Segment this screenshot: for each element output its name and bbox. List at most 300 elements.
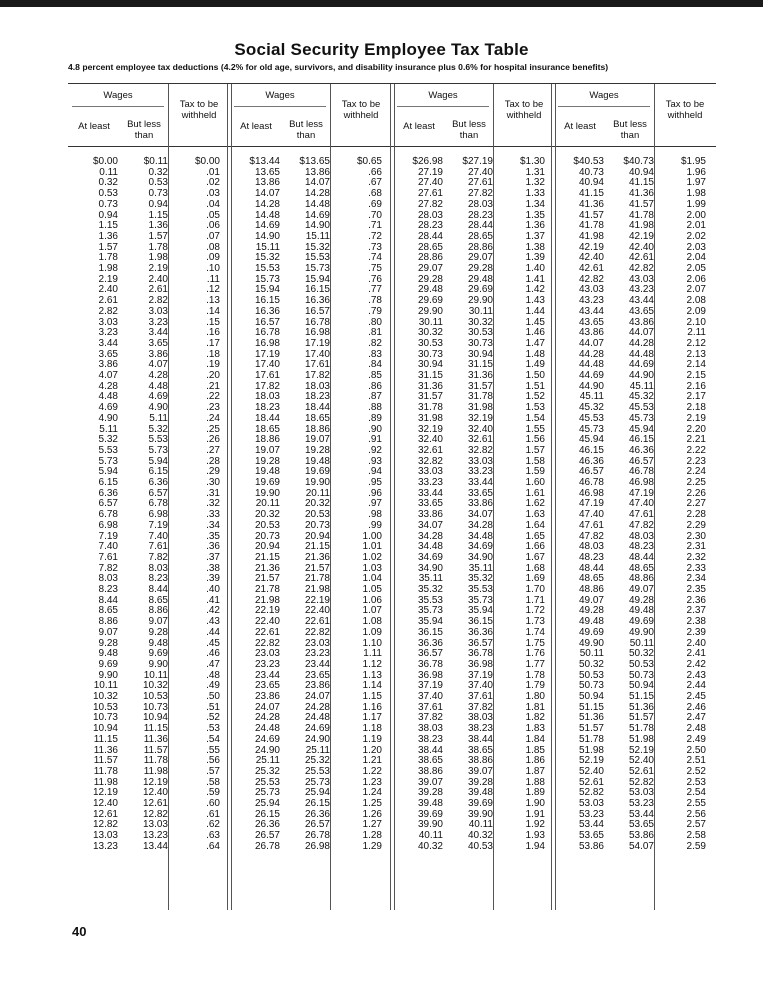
cell-at-least: 33.03 <box>417 466 443 478</box>
cell-at-least: 27.40 <box>417 177 443 189</box>
cell-tax-withheld: 1.93 <box>525 830 545 842</box>
cell-at-least: 8.23 <box>98 584 118 595</box>
cell-at-least: 37.19 <box>417 680 443 692</box>
header-but-less-than: But less than <box>127 119 161 141</box>
cell-tax-withheld: 1.35 <box>525 209 545 221</box>
cell-but-less-than: 30.73 <box>467 337 493 349</box>
cell-tax-withheld: .09 <box>206 252 220 264</box>
cell-at-least: 9.48 <box>98 648 118 660</box>
cell-at-least: 42.40 <box>578 252 604 264</box>
cell-tax-withheld: .61 <box>206 808 220 820</box>
header-at-least: At least <box>403 121 435 132</box>
cell-at-least: 27.19 <box>417 166 443 178</box>
cell-but-less-than: 41.78 <box>628 209 654 221</box>
cell-tax-withheld: 1.15 <box>362 691 382 702</box>
cell-tax-withheld: 1.71 <box>525 594 545 606</box>
cell-at-least: 31.98 <box>417 412 443 424</box>
cell-but-less-than: 15.73 <box>304 263 330 274</box>
cell-tax-withheld: 1.06 <box>362 594 382 606</box>
cell-at-least: 2.61 <box>98 295 118 307</box>
cell-but-less-than: 51.57 <box>628 712 654 724</box>
cell-but-less-than: 52.61 <box>628 765 654 777</box>
cell-but-less-than: 49.48 <box>628 605 654 617</box>
cell-tax-withheld: 1.85 <box>525 744 545 756</box>
cell-but-less-than: 25.32 <box>304 755 330 767</box>
cell-but-less-than: 41.57 <box>628 198 654 210</box>
cell-tax-withheld: .70 <box>368 209 382 221</box>
cell-tax-withheld: .89 <box>368 412 382 424</box>
cell-at-least: 46.57 <box>578 466 604 478</box>
cell-tax-withheld: 1.46 <box>525 327 545 339</box>
cell-at-least: 10.53 <box>92 701 118 713</box>
cell-tax-withheld: 1.67 <box>525 551 545 563</box>
cell-but-less-than: 3.44 <box>148 327 168 339</box>
cell-but-less-than: 11.15 <box>143 723 168 735</box>
cell-but-less-than: 30.94 <box>467 348 493 360</box>
cell-at-least: 18.65 <box>254 423 280 435</box>
cell-tax-withheld: .91 <box>368 434 382 446</box>
cell-at-least: 1.57 <box>98 241 118 253</box>
cell-but-less-than: 31.57 <box>467 380 493 392</box>
cell-but-less-than: 28.03 <box>467 198 493 210</box>
cell-tax-withheld: 1.75 <box>525 637 545 649</box>
cell-tax-withheld: .21 <box>206 380 220 392</box>
cell-but-less-than: 34.07 <box>467 509 493 521</box>
cell-but-less-than: 20.94 <box>304 530 330 542</box>
cell-at-least: 31.78 <box>417 402 443 414</box>
cell-tax-withheld: .26 <box>206 434 220 446</box>
cell-at-least: 36.36 <box>417 637 443 649</box>
cell-tax-withheld: 1.39 <box>525 252 545 264</box>
cell-but-less-than: 12.61 <box>142 798 168 809</box>
cell-but-less-than: 34.48 <box>467 530 493 542</box>
cell-but-less-than: 48.65 <box>628 562 654 574</box>
cell-tax-withheld: 2.12 <box>686 337 706 349</box>
cell-but-less-than: 35.32 <box>467 573 493 585</box>
cell-tax-withheld: 2.07 <box>686 284 706 296</box>
cell-at-least: 26.36 <box>254 819 280 831</box>
cell-at-least: 22.82 <box>254 637 280 649</box>
header-at-least: At least <box>564 121 596 132</box>
cell-tax-withheld: 1.99 <box>686 198 706 210</box>
cell-but-less-than: 44.69 <box>628 359 654 371</box>
cell-but-less-than: 54.07 <box>628 840 654 852</box>
cell-at-least: 23.65 <box>254 680 280 692</box>
cell-at-least: 24.07 <box>254 701 280 713</box>
cell-tax-withheld: 2.33 <box>686 562 706 574</box>
row-group <box>68 532 716 586</box>
cell-but-less-than: 23.44 <box>304 658 330 670</box>
cell-tax-withheld: .42 <box>206 605 220 617</box>
cell-tax-withheld: .99 <box>368 519 382 531</box>
cell-but-less-than: 5.94 <box>148 455 168 467</box>
cell-at-least: 40.94 <box>578 177 604 189</box>
cell-tax-withheld: $0.00 <box>194 156 220 167</box>
cell-tax-withheld: 1.28 <box>362 830 382 842</box>
row-group <box>68 585 716 639</box>
cell-tax-withheld: 2.19 <box>686 412 706 424</box>
cell-at-least: 36.78 <box>417 658 443 670</box>
cell-at-least: 28.65 <box>417 241 443 253</box>
cell-tax-withheld: .50 <box>206 691 220 702</box>
cell-at-least: 31.15 <box>417 370 443 381</box>
cell-but-less-than: 50.11 <box>629 637 654 649</box>
cell-tax-withheld: 2.41 <box>686 648 706 660</box>
cell-but-less-than: 8.23 <box>148 573 168 585</box>
header-tax-withheld: Tax to be withheld <box>504 99 544 121</box>
cell-at-least: 45.53 <box>578 412 604 424</box>
cell-at-least: 19.90 <box>254 487 280 499</box>
cell-tax-withheld: .01 <box>206 166 220 178</box>
cell-but-less-than: 16.57 <box>304 305 330 317</box>
cell-at-least: 6.15 <box>98 477 118 488</box>
cell-at-least: 32.40 <box>417 434 443 446</box>
cell-tax-withheld: .11 <box>206 273 220 285</box>
cell-tax-withheld: .67 <box>368 177 382 189</box>
cell-at-least: 41.98 <box>578 230 604 242</box>
cell-but-less-than: 5.53 <box>148 434 168 446</box>
cell-tax-withheld: 2.36 <box>686 594 706 606</box>
cell-tax-withheld: .37 <box>206 551 220 563</box>
cell-but-less-than: 22.19 <box>304 594 330 606</box>
cell-at-least: 39.69 <box>417 808 443 820</box>
cell-tax-withheld: 1.80 <box>525 691 545 702</box>
cell-but-less-than: 21.98 <box>304 584 330 595</box>
cell-tax-withheld: 2.46 <box>686 701 706 713</box>
cell-but-less-than: 51.98 <box>628 733 654 745</box>
cell-tax-withheld: 2.14 <box>686 359 706 371</box>
cell-at-least: 43.65 <box>578 316 604 328</box>
cell-at-least: 50.11 <box>579 648 604 660</box>
cell-at-least: 46.78 <box>578 477 604 488</box>
cell-tax-withheld: 1.91 <box>525 808 545 820</box>
cell-at-least: 11.15 <box>93 733 118 745</box>
cell-but-less-than: 15.53 <box>304 252 330 264</box>
cell-tax-withheld: 2.15 <box>686 370 706 381</box>
cell-but-less-than: 5.32 <box>148 423 168 435</box>
cell-at-least: 21.15 <box>254 551 280 563</box>
cell-tax-withheld: .46 <box>206 648 220 660</box>
cell-at-least: 53.65 <box>578 830 604 842</box>
cell-but-less-than: 6.98 <box>148 509 168 521</box>
cell-tax-withheld: .52 <box>206 712 220 724</box>
cell-at-least: 27.61 <box>417 188 443 200</box>
cell-at-least: 8.44 <box>98 594 118 606</box>
cell-tax-withheld: .66 <box>368 166 382 178</box>
cell-tax-withheld: 1.14 <box>362 680 382 692</box>
cell-but-less-than: 48.44 <box>628 551 654 563</box>
cell-tax-withheld: .98 <box>368 509 382 521</box>
cell-but-less-than: 0.53 <box>148 177 168 189</box>
cell-but-less-than: 21.36 <box>304 551 330 563</box>
cell-at-least: 6.98 <box>98 519 118 531</box>
cell-but-less-than: 17.61 <box>304 359 330 371</box>
cell-tax-withheld: .24 <box>206 412 220 424</box>
cell-at-least: 46.98 <box>578 487 604 499</box>
cell-but-less-than: 37.19 <box>467 669 493 681</box>
cell-but-less-than: 18.65 <box>304 412 330 424</box>
cell-at-least: 36.98 <box>417 669 443 681</box>
cell-tax-withheld: .19 <box>206 359 220 371</box>
cell-but-less-than: 42.19 <box>628 230 654 242</box>
cell-tax-withheld: .06 <box>206 220 220 232</box>
cell-but-less-than: 8.44 <box>148 584 168 595</box>
cell-tax-withheld: 2.01 <box>686 220 706 232</box>
cell-tax-withheld: 1.63 <box>525 509 545 521</box>
cell-tax-withheld: .73 <box>368 241 382 253</box>
cell-tax-withheld: 1.32 <box>525 177 545 189</box>
cell-tax-withheld: 1.11 <box>363 648 382 660</box>
cell-at-least: 0.53 <box>98 188 118 200</box>
cell-tax-withheld: 2.49 <box>686 733 706 745</box>
cell-tax-withheld: 2.11 <box>687 327 706 339</box>
cell-at-least: 44.07 <box>578 337 604 349</box>
cell-tax-withheld: .88 <box>368 402 382 414</box>
cell-tax-withheld: 2.40 <box>686 637 706 649</box>
cell-at-least: 18.23 <box>254 402 280 414</box>
cell-but-less-than: 53.65 <box>628 819 654 831</box>
cell-but-less-than: 28.23 <box>467 209 493 221</box>
page-number: 40 <box>72 924 87 939</box>
cell-but-less-than: 19.07 <box>304 434 330 446</box>
row-group <box>68 157 716 211</box>
cell-but-less-than: 9.07 <box>148 616 168 628</box>
cell-at-least: 37.61 <box>417 701 443 713</box>
cell-at-least: 13.86 <box>254 177 280 189</box>
cell-tax-withheld: 1.97 <box>686 177 706 189</box>
cell-but-less-than: 1.57 <box>148 230 168 242</box>
cell-tax-withheld: .20 <box>206 370 220 381</box>
cell-but-less-than: 45.73 <box>628 412 654 424</box>
cell-tax-withheld: .41 <box>206 594 220 606</box>
cell-at-least: 34.28 <box>417 530 443 542</box>
cell-tax-withheld: 1.45 <box>525 316 545 328</box>
cell-at-least: 3.44 <box>98 337 118 349</box>
cell-at-least: 19.28 <box>254 455 280 467</box>
header-wages: Wages <box>103 90 133 101</box>
cell-at-least: 53.03 <box>578 798 604 809</box>
cell-tax-withheld: 2.05 <box>686 263 706 274</box>
cell-tax-withheld: .35 <box>206 530 220 542</box>
cell-tax-withheld: 2.13 <box>686 348 706 360</box>
cell-but-less-than: 18.86 <box>304 423 330 435</box>
cell-but-less-than: 7.82 <box>148 551 168 563</box>
cell-but-less-than: 2.19 <box>148 263 168 274</box>
cell-but-less-than: 39.07 <box>467 765 493 777</box>
table-row <box>68 842 716 853</box>
cell-tax-withheld: 1.53 <box>525 402 545 414</box>
cell-but-less-than: 47.61 <box>628 509 654 521</box>
table-row <box>68 628 716 639</box>
cell-at-least: 15.94 <box>254 284 280 296</box>
cell-tax-withheld: 2.29 <box>686 519 706 531</box>
cell-tax-withheld: 2.34 <box>686 573 706 585</box>
cell-at-least: 42.61 <box>578 263 604 274</box>
cell-tax-withheld: 1.72 <box>525 605 545 617</box>
cell-but-less-than: 28.44 <box>467 220 493 232</box>
cell-but-less-than: 29.48 <box>467 273 493 285</box>
cell-at-least: 16.57 <box>254 316 280 328</box>
cell-but-less-than: 2.82 <box>148 295 168 307</box>
cell-but-less-than: 14.07 <box>304 177 330 189</box>
cell-at-least: 49.07 <box>578 594 604 606</box>
cell-at-least: 23.23 <box>254 658 280 670</box>
cell-but-less-than: 43.65 <box>628 305 654 317</box>
cell-tax-withheld: .92 <box>368 444 382 456</box>
header-at-least: At least <box>240 121 272 132</box>
cell-at-least: 47.61 <box>578 519 604 531</box>
cell-at-least: 31.36 <box>417 380 443 392</box>
cell-at-least: 9.90 <box>98 669 118 681</box>
cell-at-least: 12.82 <box>92 819 118 831</box>
cell-tax-withheld: 1.96 <box>686 166 706 178</box>
cell-tax-withheld: .93 <box>368 455 382 467</box>
cell-but-less-than: 16.98 <box>304 327 330 339</box>
cell-but-less-than: 20.73 <box>304 519 330 531</box>
cell-tax-withheld: 1.18 <box>362 723 382 735</box>
cell-but-less-than: 38.86 <box>467 755 493 767</box>
table-row <box>68 735 716 746</box>
cell-but-less-than: 13.03 <box>142 819 168 831</box>
cell-but-less-than: 22.40 <box>304 605 330 617</box>
cell-at-least: 17.61 <box>254 370 280 381</box>
cell-at-least: 25.11 <box>255 755 280 767</box>
cell-tax-withheld: 2.25 <box>686 477 706 488</box>
cell-tax-withheld: .31 <box>206 487 220 499</box>
cell-at-least: 37.82 <box>417 712 443 724</box>
cell-tax-withheld: 1.20 <box>362 744 382 756</box>
cell-at-least: 33.44 <box>417 487 443 499</box>
cell-at-least: 47.40 <box>578 509 604 521</box>
cell-tax-withheld: 1.43 <box>525 295 545 307</box>
cell-at-least: 51.15 <box>578 701 604 713</box>
cell-tax-withheld: 2.56 <box>686 808 706 820</box>
cell-at-least: 48.86 <box>578 584 604 595</box>
cell-tax-withheld: $1.95 <box>680 156 706 167</box>
header-at-least: At least <box>78 121 110 132</box>
cell-but-less-than: 10.32 <box>142 680 168 692</box>
cell-but-less-than: 41.15 <box>628 177 654 189</box>
cell-at-least: 25.94 <box>254 798 280 809</box>
cell-tax-withheld: 1.60 <box>525 477 545 488</box>
cell-tax-withheld: .32 <box>206 498 220 510</box>
cell-tax-withheld: .81 <box>368 327 382 339</box>
cell-at-least: 20.11 <box>255 498 280 510</box>
row-group <box>68 746 716 800</box>
cell-at-least: 28.03 <box>417 209 443 221</box>
wages-underline <box>72 106 164 107</box>
cell-but-less-than: 38.44 <box>467 733 493 745</box>
cell-tax-withheld: .12 <box>206 284 220 296</box>
cell-at-least: 34.69 <box>417 551 443 563</box>
cell-tax-withheld: 1.69 <box>525 573 545 585</box>
cell-but-less-than: 9.48 <box>148 637 168 649</box>
cell-at-least: 25.53 <box>254 776 280 788</box>
cell-at-least: 34.90 <box>417 562 443 574</box>
cell-tax-withheld: 2.47 <box>686 712 706 724</box>
cell-at-least: 44.69 <box>578 370 604 381</box>
cell-tax-withheld: .34 <box>206 519 220 531</box>
cell-at-least: 33.86 <box>417 509 443 521</box>
cell-tax-withheld: 1.82 <box>525 712 545 724</box>
cell-at-least: 36.15 <box>417 626 443 638</box>
cell-tax-withheld: .80 <box>368 316 382 328</box>
cell-but-less-than: 42.40 <box>628 241 654 253</box>
row-group <box>68 692 716 746</box>
cell-but-less-than: 31.36 <box>467 370 493 381</box>
cell-at-least: 32.61 <box>417 444 443 456</box>
cell-tax-withheld: 2.26 <box>686 487 706 499</box>
cell-tax-withheld: .85 <box>368 370 382 381</box>
cell-at-least: 38.44 <box>417 744 443 756</box>
cell-but-less-than: 9.28 <box>148 626 168 638</box>
cell-at-least: 21.36 <box>254 562 280 574</box>
cell-tax-withheld: 1.44 <box>525 305 545 317</box>
cell-but-less-than: 32.82 <box>467 444 493 456</box>
cell-tax-withheld: 1.33 <box>525 188 545 200</box>
cell-tax-withheld: .10 <box>206 263 220 274</box>
cell-tax-withheld: 1.51 <box>525 380 545 392</box>
cell-at-least: 13.03 <box>92 830 118 842</box>
cell-at-least: 30.94 <box>417 359 443 371</box>
cell-but-less-than: 38.23 <box>467 723 493 735</box>
cell-at-least: $40.53 <box>573 156 604 167</box>
cell-tax-withheld: 1.08 <box>362 616 382 628</box>
cell-but-less-than: 20.53 <box>304 509 330 521</box>
cell-but-less-than: 35.94 <box>467 605 493 617</box>
cell-at-least: 4.07 <box>98 370 118 381</box>
cell-but-less-than: 33.23 <box>467 466 493 478</box>
cell-but-less-than: 40.94 <box>628 166 654 178</box>
cell-but-less-than: 0.94 <box>148 198 168 210</box>
cell-but-less-than: 46.15 <box>628 434 654 446</box>
cell-at-least: 28.44 <box>417 230 443 242</box>
cell-but-less-than: 45.11 <box>629 380 654 392</box>
cell-tax-withheld: 1.78 <box>525 669 545 681</box>
cell-at-least: 15.73 <box>254 273 280 285</box>
cell-tax-withheld: 2.35 <box>686 584 706 595</box>
cell-at-least: 48.65 <box>578 573 604 585</box>
cell-but-less-than: 41.36 <box>628 188 654 200</box>
cell-at-least: 28.23 <box>417 220 443 232</box>
cell-but-less-than: 28.65 <box>467 230 493 242</box>
cell-tax-withheld: 2.24 <box>686 466 706 478</box>
cell-at-least: 9.07 <box>98 626 118 638</box>
cell-at-least: 19.48 <box>254 466 280 478</box>
wages-underline <box>397 106 489 107</box>
cell-at-least: 45.73 <box>578 423 604 435</box>
cell-at-least: 19.69 <box>254 477 280 488</box>
cell-at-least: 32.19 <box>417 423 443 435</box>
cell-at-least: 3.65 <box>98 348 118 360</box>
cell-tax-withheld: .90 <box>368 423 382 435</box>
cell-but-less-than: 27.82 <box>467 188 493 200</box>
cell-tax-withheld: .49 <box>206 680 220 692</box>
cell-at-least: $0.00 <box>92 156 118 167</box>
cell-but-less-than: 37.82 <box>467 701 493 713</box>
cell-tax-withheld: 1.26 <box>362 808 382 820</box>
cell-but-less-than: 2.61 <box>148 284 168 296</box>
page-title: Social Security Employee Tax Table <box>234 40 529 59</box>
cell-but-less-than: 6.78 <box>148 498 168 510</box>
cell-but-less-than: 19.28 <box>304 444 330 456</box>
cell-tax-withheld: 1.84 <box>525 733 545 745</box>
cell-tax-withheld: .04 <box>206 198 220 210</box>
cell-at-least: 52.61 <box>578 776 604 788</box>
cell-at-least: 20.73 <box>254 530 280 542</box>
cell-at-least: 32.82 <box>417 455 443 467</box>
cell-but-less-than: 29.07 <box>467 252 493 264</box>
